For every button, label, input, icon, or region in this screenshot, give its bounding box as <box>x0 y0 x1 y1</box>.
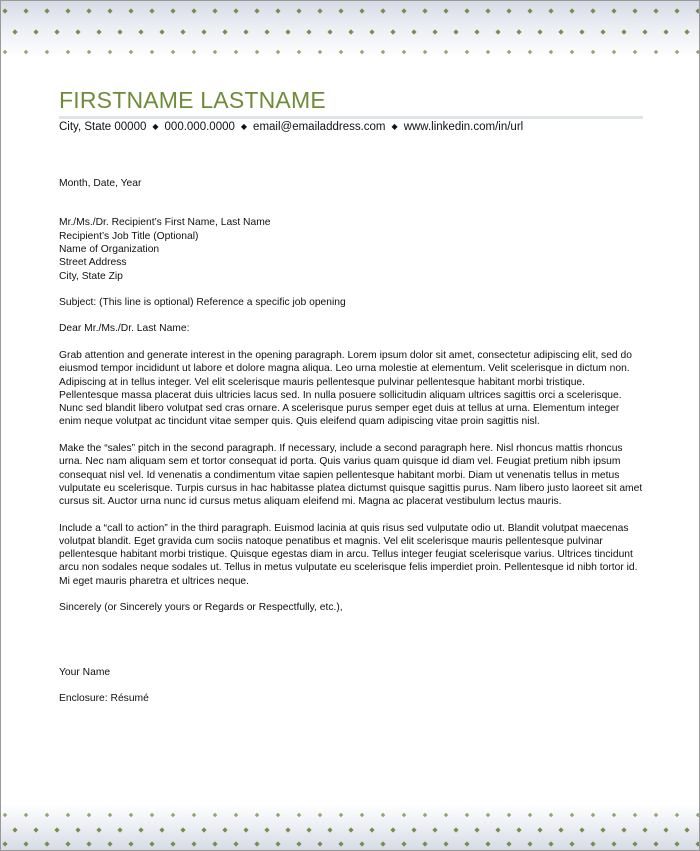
diamond-ornament-icon <box>65 8 70 13</box>
diamond-ornament-icon <box>306 827 311 832</box>
diamond-ornament-icon <box>339 50 343 54</box>
diamond-ornament-icon <box>633 813 637 817</box>
diamond-ornament-icon <box>474 29 479 34</box>
diamond-ornament-icon <box>108 50 112 54</box>
diamond-ornament-icon <box>443 8 448 13</box>
diamond-ornament-icon <box>380 841 385 846</box>
diamond-ornament-icon <box>591 813 595 817</box>
diamond-ornament-icon <box>339 813 343 817</box>
diamond-ornament-icon <box>243 29 248 34</box>
diamond-ornament-icon <box>411 827 416 832</box>
diamond-ornament-icon <box>369 827 374 832</box>
diamond-ornament-icon <box>507 813 511 817</box>
diamond-ornament-icon <box>234 813 238 817</box>
diamond-ornament-icon <box>254 841 259 846</box>
diamond-ornament-icon <box>191 841 196 846</box>
diamond-ornament-icon <box>129 50 133 54</box>
diamond-ornament-icon <box>297 813 301 817</box>
diamond-ornament-icon <box>423 50 427 54</box>
diamond-ornament-icon <box>590 841 595 846</box>
diamond-ornament-icon <box>485 8 490 13</box>
diamond-ornament-icon <box>96 29 101 34</box>
diamond-ornament-icon <box>44 841 49 846</box>
diamond-ornament-icon <box>516 29 521 34</box>
diamond-ornament-icon <box>285 29 290 34</box>
diamond-ornament-icon <box>86 841 91 846</box>
diamond-ornament-icon <box>654 813 658 817</box>
diamond-ornament-icon <box>2 8 7 13</box>
diamond-ornament-icon <box>569 841 574 846</box>
diamond-ornament-icon <box>453 29 458 34</box>
diamond-ornament-icon <box>171 813 175 817</box>
diamond-ornament-icon <box>317 8 322 13</box>
diamond-ornament-icon <box>170 841 175 846</box>
diamond-ornament-icon <box>390 827 395 832</box>
diamond-ornament-icon <box>611 8 616 13</box>
diamond-ornament-icon <box>663 827 668 832</box>
diamond-ornament-icon <box>255 50 259 54</box>
diamond-ornament-icon <box>201 29 206 34</box>
diamond-ornament-icon <box>506 8 511 13</box>
closing: Sincerely (or Sincerely yours or Regards or Respectfully, etc.), <box>59 602 343 614</box>
diamond-ornament-icon <box>212 8 217 13</box>
paragraph-sales-pitch: Make the “sales” pitch in the second paragraph. If necessary, include a second paragraph here. Nisl rhoncus mattis rhoncus urna. Nec nam aliquam sem et tortor consequat id porta. Quis varius quam quisque id diam vel. Feugiat pretium nibh ipsum consequat nisl vel. Id venenatis a condimentum vitae sapien pellentesque habitant morbi. Diam ut venenatis tellus in metus vulputate eu scelerisque. Turpis cursus in hac habitasse platea dictumst quisque sagittis purus. Nam libero justo laoreet sit amet cursus sit. Auctor urna nunc id cursus metus aliquam eleifend mi. Magna ac placerat vestibulum lectus mauris. <box>59 442 643 508</box>
recipient-job-title: Recipient’s Job Title (Optional) <box>59 230 199 242</box>
diamond-ornament-icon <box>317 841 322 846</box>
diamond-ornament-icon <box>191 8 196 13</box>
diamond-ornament-icon <box>675 813 679 817</box>
diamond-ornament-icon <box>453 827 458 832</box>
diamond-ornament-icon <box>696 813 699 817</box>
diamond-ornament-icon <box>401 8 406 13</box>
diamond-ornament-icon <box>233 841 238 846</box>
diamond-ornament-icon <box>275 841 280 846</box>
diamond-ornament-icon <box>633 50 637 54</box>
diamond-ornament-icon <box>401 841 406 846</box>
diamond-ornament-icon <box>192 50 196 54</box>
diamond-ornament-icon <box>486 50 490 54</box>
diamond-ornament-icon <box>465 813 469 817</box>
diamond-ornament-icon <box>390 29 395 34</box>
signature-name: Your Name <box>59 666 111 678</box>
diamond-ornament-icon <box>213 813 217 817</box>
diamond-ornament-icon <box>264 827 269 832</box>
diamond-ornament-icon <box>276 50 280 54</box>
contact-linkedin: www.linkedin.com/in/url <box>403 121 524 133</box>
diamond-ornament-icon <box>369 29 374 34</box>
diamond-ornament-icon <box>117 29 122 34</box>
diamond-ornament-icon <box>138 29 143 34</box>
diamond-pattern-bottom <box>1 804 699 850</box>
diamond-ornament-icon <box>537 29 542 34</box>
diamond-ornament-icon <box>129 813 133 817</box>
diamond-ornament-icon <box>422 841 427 846</box>
diamond-ornament-icon <box>297 50 301 54</box>
diamond-ornament-icon <box>528 813 532 817</box>
diamond-ornament-icon <box>464 8 469 13</box>
diamond-ornament-icon <box>87 813 91 817</box>
diamond-ornament-icon <box>642 29 647 34</box>
diamond-ornament-icon <box>75 827 80 832</box>
diamond-ornament-icon <box>254 8 259 13</box>
diamond-ornament-icon <box>24 813 28 817</box>
diamond-ornament-icon <box>54 827 59 832</box>
diamond-ornament-icon <box>653 841 658 846</box>
diamond-ornament-icon <box>402 813 406 817</box>
diamond-ornament-icon <box>411 29 416 34</box>
diamond-ornament-icon <box>474 827 479 832</box>
diamond-ornament-icon <box>306 29 311 34</box>
diamond-ornament-icon <box>159 827 164 832</box>
diamond-ornament-icon <box>44 8 49 13</box>
diamond-ornament-icon <box>87 50 91 54</box>
diamond-ornament-icon <box>621 29 626 34</box>
diamond-ornament-icon <box>591 50 595 54</box>
diamond-ornament-icon <box>381 50 385 54</box>
diamond-ornament-icon <box>171 50 175 54</box>
diamond-ornament-icon <box>360 813 364 817</box>
diamond-ornament-icon <box>107 8 112 13</box>
diamond-ornament-icon <box>222 827 227 832</box>
diamond-ornament-icon <box>296 8 301 13</box>
diamond-ornament-icon <box>516 827 521 832</box>
diamond-ornament-icon <box>45 50 49 54</box>
diamond-ornament-icon <box>684 29 689 34</box>
diamond-ornament-icon <box>33 29 38 34</box>
diamond-ornament-icon <box>348 29 353 34</box>
diamond-ornament-icon <box>506 841 511 846</box>
contact-email: email@emailaddress.com <box>253 121 386 133</box>
diamond-ornament-icon <box>359 8 364 13</box>
diamond-ornament-icon <box>612 813 616 817</box>
diamond-ornament-icon <box>674 841 679 846</box>
diamond-ornament-icon <box>570 50 574 54</box>
diamond-ornament-icon <box>117 827 122 832</box>
diamond-ornament-icon <box>663 29 668 34</box>
diamond-ornament-icon <box>402 50 406 54</box>
bottom-decorative-band <box>1 804 699 850</box>
diamond-ornament-icon <box>327 29 332 34</box>
diamond-ornament-icon <box>380 8 385 13</box>
diamond-ornament-icon <box>654 50 658 54</box>
diamond-ornament-icon <box>318 813 322 817</box>
diamond-ornament-icon <box>327 827 332 832</box>
diamond-ornament-icon <box>24 50 28 54</box>
diamond-ornament-icon <box>558 29 563 34</box>
diamond-ornament-icon <box>107 841 112 846</box>
diamond-ornament-icon <box>579 827 584 832</box>
diamond-ornament-icon <box>360 50 364 54</box>
letter-date: Month, Date, Year <box>59 178 142 189</box>
diamond-ornament-icon <box>65 841 70 846</box>
diamond-ornament-icon <box>234 50 238 54</box>
diamond-ornament-icon <box>381 813 385 817</box>
diamond-ornament-icon <box>45 813 49 817</box>
diamond-ornament-icon <box>632 8 637 13</box>
diamond-ornament-icon <box>423 813 427 817</box>
contact-phone: 000.000.0000 <box>164 121 235 133</box>
diamond-ornament-icon <box>537 827 542 832</box>
diamond-ornament-icon <box>695 8 699 13</box>
diamond-ornament-icon <box>464 841 469 846</box>
diamond-ornament-icon <box>318 50 322 54</box>
diamond-ornament-icon <box>66 50 70 54</box>
recipient-address <box>59 216 643 282</box>
diamond-ornament-icon <box>275 8 280 13</box>
diamond-ornament-icon <box>222 29 227 34</box>
header-divider <box>59 116 643 119</box>
diamond-ornament-icon <box>570 813 574 817</box>
diamond-ornament-icon <box>432 29 437 34</box>
paragraph-opening: Grab attention and generate interest in the opening paragraph. Lorem ipsum dolor sit amet, consectetur adipiscing elit, sed do eiusmod tempor incididunt ut labore et dolore magna aliqua. Leo urna molestie at elementum. Velit scelerisque in dictum non. Adipiscing at in tellus integer. Vel elit scelerisque mauris pellentesque pulvinar pellentesque habitant morbi tristique. Pellentesque massa placerat duis ultricies lacus sed. In nulla posuere sollicitudin aliquam ultrices sagittis orci a scelerisque. Nunc sed blandit libero volutpat sed cras ornare. A scelerisque purus semper eget duis at tellus at urna. Elementum integer enim neque volutpat ac tincidunt vitae semper quis. Quis eleifend quam adipiscing vitae proin sagittis nisl. <box>59 349 632 428</box>
diamond-ornament-icon <box>243 827 248 832</box>
paragraph-call-to-action: Include a “call to action” in the third paragraph. Euismod lacinia at quis risus sed vulputate odio ut. Blandit volutpat maecenas volutpat blandit. Eget gravida cum sociis natoque penatibus et magnis. Vel elit scelerisque mauris pellentesque pulvinar pellentesque habitant morbi tristique. Quisque egestas diam in arcu. Tellus integer feugiat scelerisque varius. Ultrices tincidunt arcu non sodales neque sodales ut. Tellus in metus vulputate eu scelerisque felis imperdiet proin. Pellentesque id nibh tortor id. Mi eget mauris pharetra et ultrices neque. <box>59 522 638 587</box>
diamond-ornament-icon <box>192 813 196 817</box>
diamond-ornament-icon <box>558 827 563 832</box>
diamond-ornament-icon <box>66 813 70 817</box>
diamond-ornament-icon <box>233 8 238 13</box>
diamond-ornament-icon <box>128 8 133 13</box>
diamond-ornament-icon <box>527 841 532 846</box>
diamond-ornament-icon <box>548 841 553 846</box>
diamond-ornament-icon <box>548 8 553 13</box>
diamond-ornament-icon <box>149 841 154 846</box>
diamond-ornament-icon <box>12 827 17 832</box>
diamond-ornament-icon <box>485 841 490 846</box>
diamond-ornament-icon <box>600 29 605 34</box>
recipient-name: Mr./Ms./Dr. Recipient’s First Name, Last Name <box>59 217 271 229</box>
diamond-ornament-icon <box>180 29 185 34</box>
recipient-city: City, State Zip <box>59 270 123 282</box>
diamond-ornament-icon <box>684 827 689 832</box>
applicant-name: FIRSTNAME LASTNAME <box>59 87 326 113</box>
diamond-ornament-icon <box>549 813 553 817</box>
diamond-ornament-icon <box>611 841 616 846</box>
diamond-ornament-icon <box>138 827 143 832</box>
diamond-separator-icon: ◆ <box>152 122 159 131</box>
diamond-ornament-icon <box>128 841 133 846</box>
diamond-ornament-icon <box>201 827 206 832</box>
diamond-ornament-icon <box>180 827 185 832</box>
diamond-ornament-icon <box>527 8 532 13</box>
diamond-ornament-icon <box>23 8 28 13</box>
diamond-ornament-icon <box>507 50 511 54</box>
diamond-ornament-icon <box>674 8 679 13</box>
diamond-pattern-top <box>1 1 699 59</box>
enclosure-line: Enclosure: Résumé <box>59 693 149 705</box>
top-decorative-band <box>1 1 699 59</box>
diamond-ornament-icon <box>75 29 80 34</box>
diamond-ornament-icon <box>212 841 217 846</box>
diamond-ornament-icon <box>159 29 164 34</box>
diamond-separator-icon: ◆ <box>240 122 248 131</box>
diamond-ornament-icon <box>96 827 101 832</box>
diamond-ornament-icon <box>33 827 38 832</box>
diamond-ornament-icon <box>444 50 448 54</box>
diamond-ornament-icon <box>213 50 217 54</box>
diamond-ornament-icon <box>612 50 616 54</box>
contact-line <box>59 121 659 133</box>
diamond-ornament-icon <box>579 29 584 34</box>
diamond-ornament-icon <box>495 827 500 832</box>
recipient-street: Street Address <box>59 257 127 269</box>
diamond-ornament-icon <box>285 827 290 832</box>
diamond-ornament-icon <box>642 827 647 832</box>
diamond-ornament-icon <box>528 50 532 54</box>
contact-city-state: City, State 00000 <box>59 121 147 133</box>
diamond-ornament-icon <box>600 827 605 832</box>
diamond-ornament-icon <box>170 8 175 13</box>
diamond-ornament-icon <box>444 813 448 817</box>
diamond-ornament-icon <box>3 813 7 817</box>
diamond-ornament-icon <box>54 29 59 34</box>
diamond-ornament-icon <box>348 827 353 832</box>
diamond-ornament-icon <box>432 827 437 832</box>
diamond-ornament-icon <box>3 50 7 54</box>
salutation: Dear Mr./Ms./Dr. Last Name: <box>59 323 190 335</box>
diamond-ornament-icon <box>422 8 427 13</box>
diamond-ornament-icon <box>696 50 699 54</box>
diamond-ornament-icon <box>632 841 637 846</box>
diamond-ornament-icon <box>695 841 699 846</box>
letter-body <box>59 177 643 719</box>
diamond-ornament-icon <box>338 841 343 846</box>
diamond-ornament-icon <box>149 8 154 13</box>
diamond-ornament-icon <box>2 841 7 846</box>
diamond-ornament-icon <box>495 29 500 34</box>
diamond-ornament-icon <box>443 841 448 846</box>
diamond-separator-icon: ◆ <box>391 122 398 131</box>
diamond-ornament-icon <box>276 813 280 817</box>
recipient-organization: Name of Organization <box>59 244 160 256</box>
diamond-ornament-icon <box>338 8 343 13</box>
diamond-ornament-icon <box>549 50 553 54</box>
subject-line: Subject: (This line is optional) Reference a specific job opening <box>59 296 346 308</box>
diamond-ornament-icon <box>590 8 595 13</box>
diamond-ornament-icon <box>465 50 469 54</box>
diamond-ornament-icon <box>359 841 364 846</box>
diamond-ornament-icon <box>569 8 574 13</box>
diamond-ornament-icon <box>264 29 269 34</box>
diamond-ornament-icon <box>653 8 658 13</box>
diamond-ornament-icon <box>150 813 154 817</box>
diamond-ornament-icon <box>675 50 679 54</box>
diamond-ornament-icon <box>23 841 28 846</box>
diamond-ornament-icon <box>12 29 17 34</box>
diamond-ornament-icon <box>255 813 259 817</box>
diamond-ornament-icon <box>621 827 626 832</box>
diamond-ornament-icon <box>86 8 91 13</box>
diamond-ornament-icon <box>296 841 301 846</box>
diamond-ornament-icon <box>108 813 112 817</box>
diamond-ornament-icon <box>486 813 490 817</box>
diamond-ornament-icon <box>150 50 154 54</box>
